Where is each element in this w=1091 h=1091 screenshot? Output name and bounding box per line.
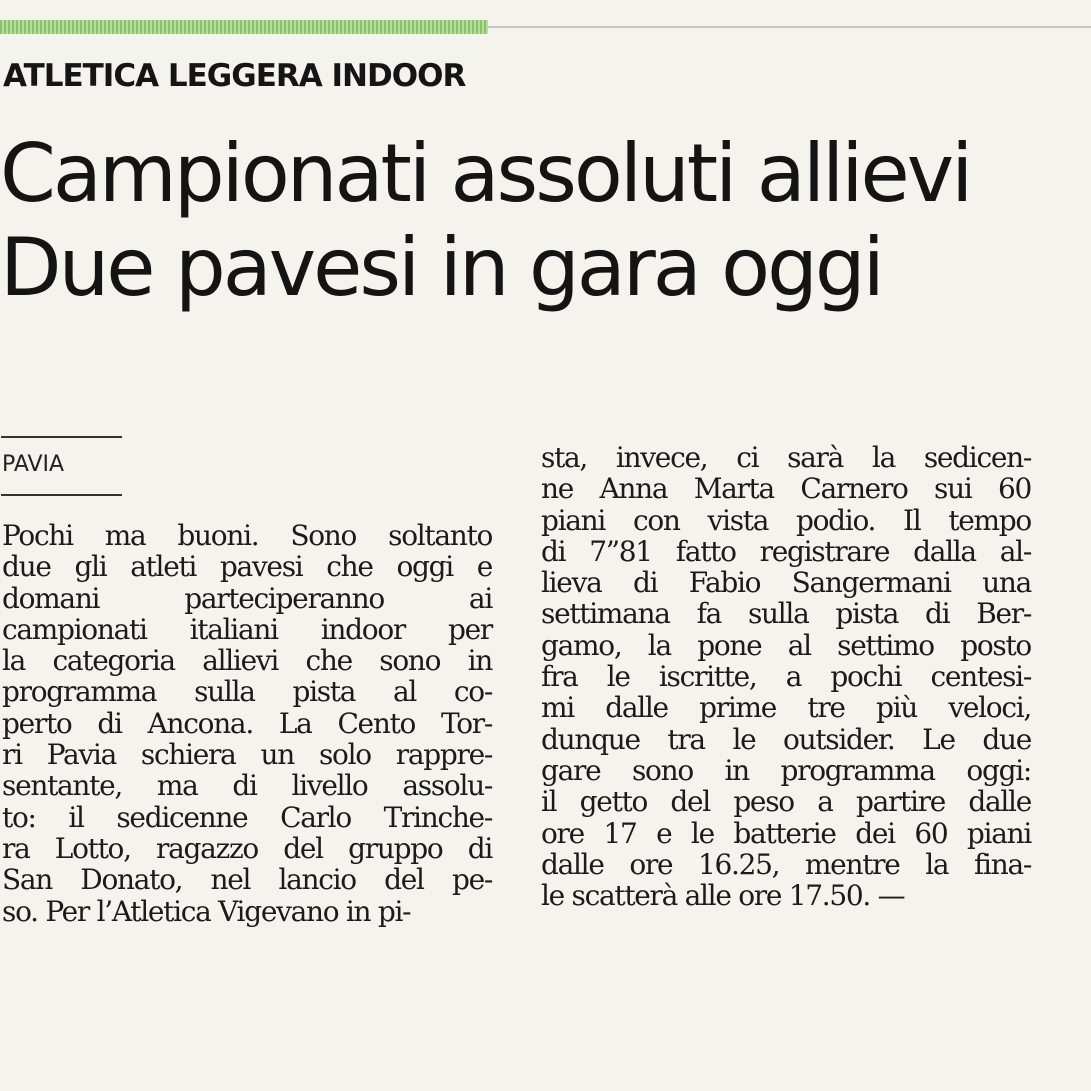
body-text-line: mi dalle prime tre più veloci,: [541, 691, 1031, 725]
dateline-rule-bottom: [1, 494, 122, 496]
body-text-line: fra le iscritte, a pochi centesi-: [541, 660, 1031, 694]
headline-line-2: Due pavesi in gara oggi: [0, 221, 882, 314]
body-text-line: ri Pavia schiera un solo rappre-: [2, 738, 492, 772]
body-text-line: dalle ore 16.25, mentre la fina-: [541, 847, 1031, 881]
body-text-line: ore 17 e le batterie dei 60 piani: [541, 816, 1031, 850]
dateline: PAVIA: [2, 452, 65, 477]
body-text-line: dunque tra le outsider. Le due: [541, 722, 1031, 756]
body-text-line: sta, invece, ci sarà la sedicen-: [541, 441, 1031, 474]
body-text-line: settimana fa sulla pista di Ber-: [541, 597, 1031, 631]
top-divider: [488, 26, 1091, 28]
body-text-line: lieva di Fabio Sangermani una: [541, 566, 1031, 600]
body-text-line: programma sulla pista al co-: [2, 675, 492, 709]
article-column-2: [541, 442, 1031, 911]
body-text-line: il getto del peso a partire dalle: [541, 785, 1031, 819]
body-text-line: ne Anna Marta Carnero sui 60: [541, 472, 1031, 506]
body-text-line: ra Lotto, ragazzo del gruppo di: [2, 831, 492, 865]
body-text-line: due gli atleti pavesi che oggi e: [2, 550, 492, 584]
body-text-line: domani parteciperanno ai: [2, 581, 492, 615]
body-text-line: di 7”81 fatto registrare dalla al-: [541, 534, 1031, 568]
body-text-line: campionati italiani indoor per: [2, 612, 492, 646]
body-text-line: to: il sedicenne Carlo Trinche-: [2, 800, 492, 834]
body-text-line: perto di Ancona. La Cento Tor-: [2, 706, 492, 740]
headline: [0, 127, 970, 315]
body-text-line: San Donato, nel lancio del pe-: [2, 863, 492, 897]
article-column-1: [2, 520, 492, 927]
dateline-rule-top: [1, 436, 122, 438]
body-text-line: la categoria allievi che sono in: [2, 644, 492, 678]
body-text-line: sentante, ma di livello assolu-: [2, 769, 492, 803]
body-text-line: gare sono in programma oggi:: [541, 753, 1031, 787]
body-text-line: gamo, la pone al settimo posto: [541, 628, 1031, 662]
section-color-bar: [0, 20, 488, 34]
headline-line-1: Campionati assoluti allievi: [0, 127, 971, 220]
body-text-line: le scatterà alle ore 17.50. —: [541, 879, 905, 913]
body-text-line: piani con vista podio. Il tempo: [541, 503, 1031, 537]
body-text-line: so. Per l’Atletica Vigevano in pi-: [2, 894, 411, 928]
section-kicker: ATLETICA LEGGERA INDOOR: [3, 58, 466, 94]
body-text-line: Pochi ma buoni. Sono soltanto: [2, 519, 492, 552]
